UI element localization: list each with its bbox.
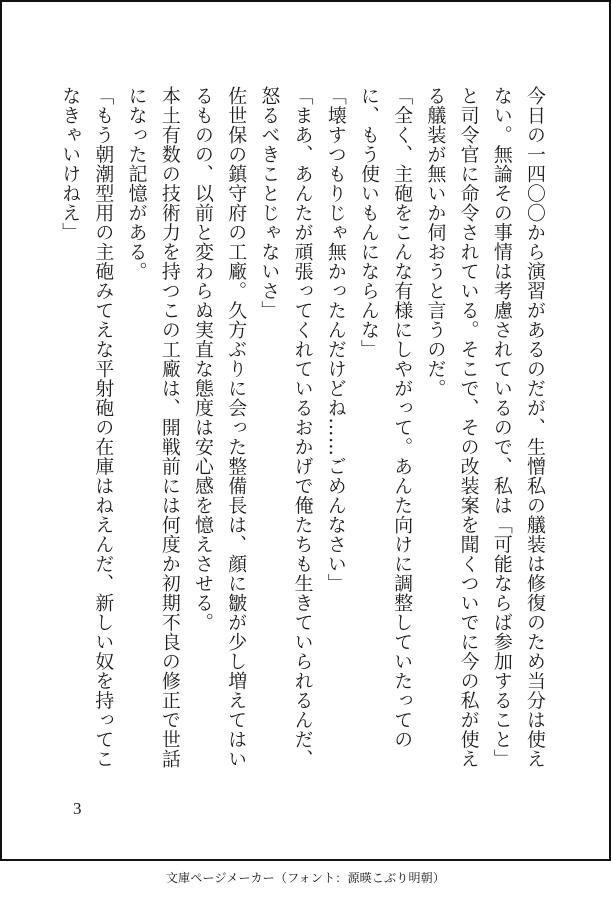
paragraph: 「全く、主砲をこんな有様にしやがって。あんた向けに調整していたってのに、もう使いもんにならんな」 xyxy=(357,86,414,749)
paragraph: 佐世保の鎮守府の工廠。久方ぶりに会った整備長は、顔に皺が少し増えてはいるものの、以前と変わらぬ実直な態度は安心感を憶えさせる。 xyxy=(191,86,248,769)
vertical-text-body xyxy=(59,86,551,776)
paragraph: 「壊すつもりじゃ無かったんだけどね……ごめんなさい」 xyxy=(324,86,347,593)
footer-credit: 文庫ページメーカー（フォント：源暎こぶり明朝） xyxy=(165,871,446,885)
paragraph: 「まあ、あんたが頑張ってくれているおかげで俺たちも生きていられるんだ、怒るべきことじゃないさ」 xyxy=(258,86,314,769)
page-number: 3 xyxy=(73,799,82,818)
paragraph: 「もう朝潮型用の主砲みてえな平射砲の在庫はねえんだ、新しい奴を持ってこなきゃいけねえ」 xyxy=(59,86,115,769)
paragraph: 本土有数の技術力を持つこの工廠は、開戦前には何度か初期不良の修正で世話になった記憶がある。 xyxy=(125,86,181,769)
paragraph: 今日の一四〇〇から演習があるのだが、生憎私の艤装は修復のため当分は使えない。無論その事情は考慮されているので、私は「可能ならば参加すること」と司令官に命令されている。そこで、その改装案を聞くついでに今の私が使える艤装が無いか伺おうと言うのだ。 xyxy=(424,86,546,769)
